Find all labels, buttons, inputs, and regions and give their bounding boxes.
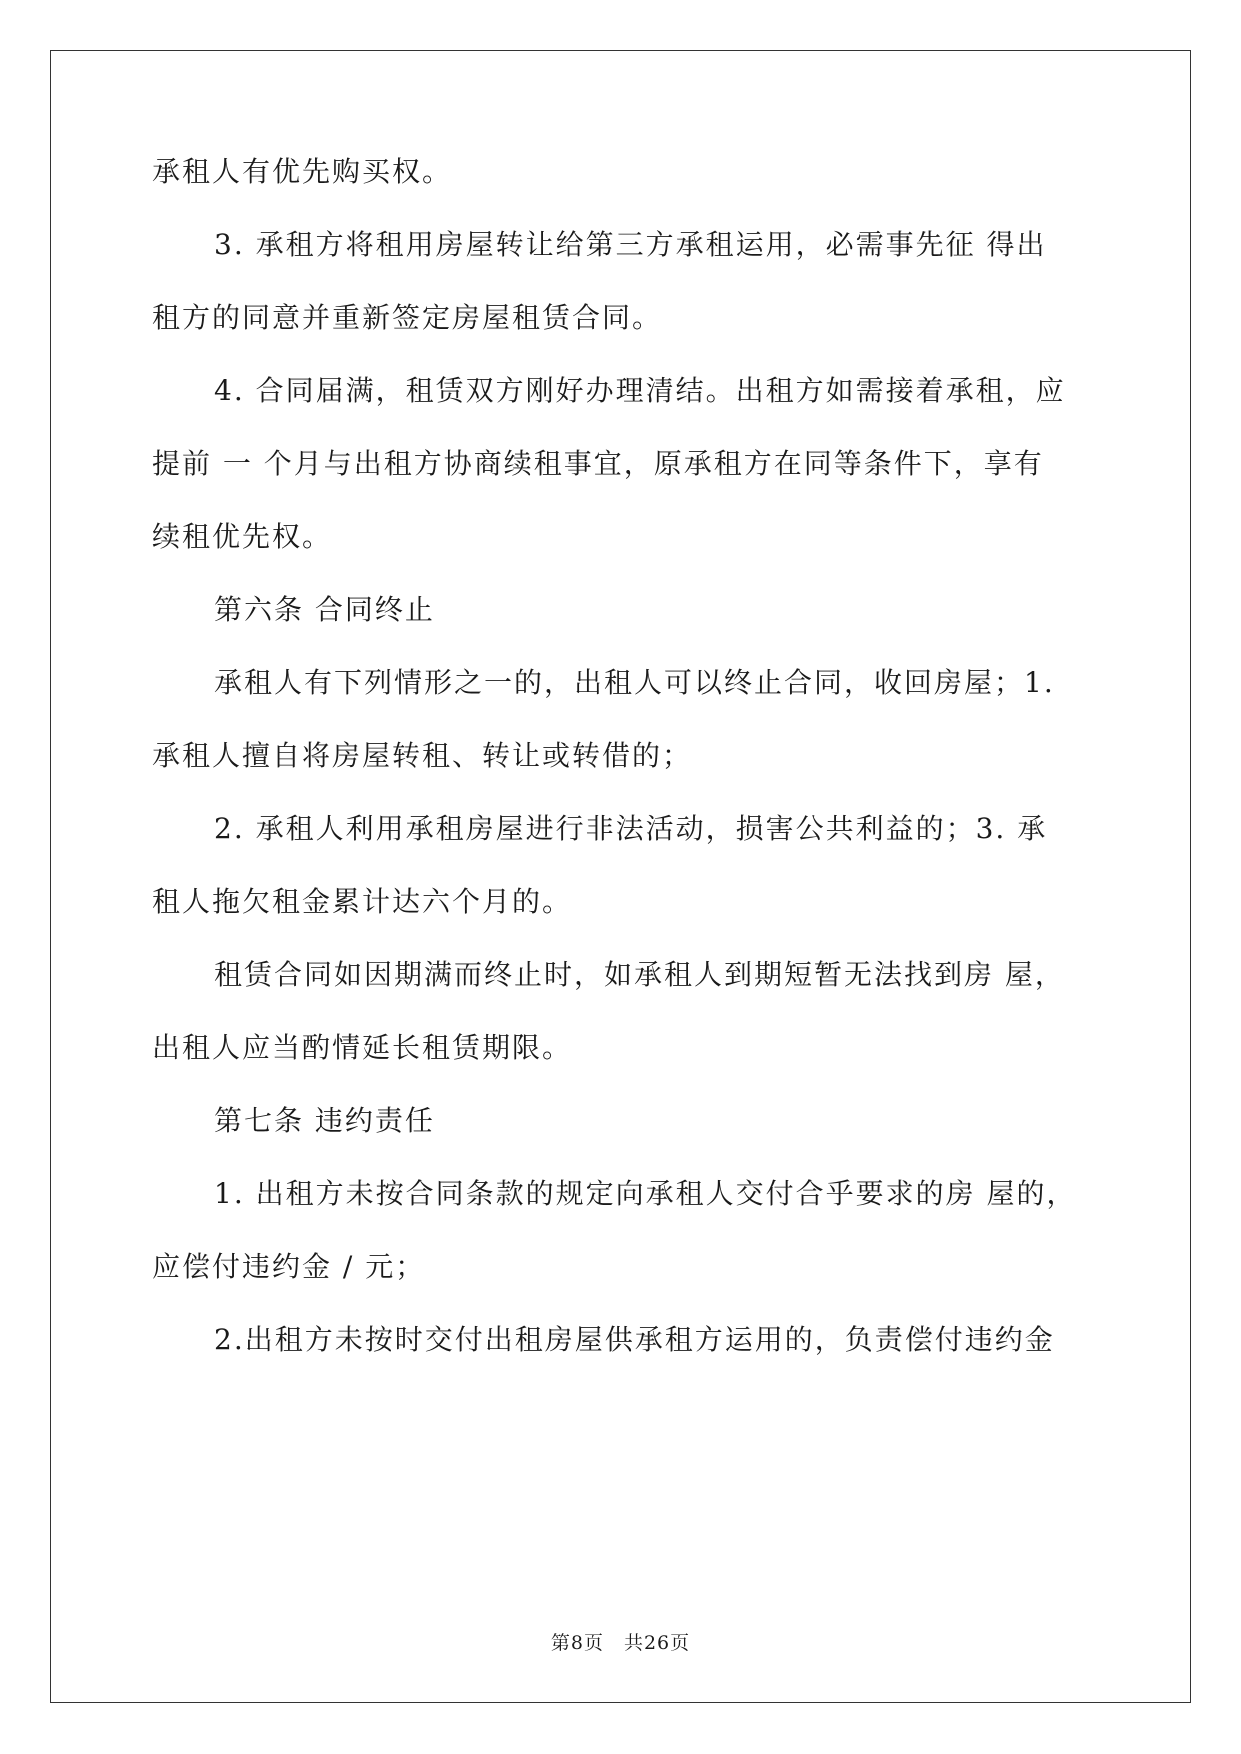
text-line: 出租人应当酌情延长租赁期限。: [152, 1031, 573, 1064]
text-line: 1. 出租方未按合同条款的规定向承租人交付合乎要求的房 屋的，: [214, 1177, 1077, 1210]
text-line: 2. 承租人利用承租房屋进行非法活动，损害公共利益的；3. 承: [214, 812, 1048, 845]
text-line: 承租人有优先购买权。: [152, 155, 453, 188]
text-line: 续租优先权。: [152, 520, 333, 553]
text-line: 4. 合同届满，租赁双方刚好办理清结。出租方如需接着承租，应: [214, 374, 1066, 407]
text-line: 应偿付违约金 / 元；: [152, 1250, 426, 1283]
page-footer: [0, 1630, 1241, 1656]
text-line: 提前 一 个月与出租方协商续租事宜，原承租方在同等条件下，享有: [152, 447, 1044, 480]
text-line: 租人拖欠租金累计达六个月的。: [152, 885, 573, 918]
text-line: 承租人擅自将房屋转租、转让或转借的；: [152, 739, 693, 772]
text-line: 租赁合同如因期满而终止时，如承租人到期短暂无法找到房 屋，: [214, 958, 1065, 991]
text-line: 承租人有下列情形之一的，出租人可以终止合同，收回房屋；1.: [214, 666, 1055, 699]
text-line: 租方的同意并重新签定房屋租赁合同。: [152, 301, 663, 334]
page-number-current: 第8页: [550, 1632, 604, 1654]
section-heading: 第六条 合同终止: [214, 593, 435, 626]
page-number-total: 共26页: [623, 1632, 691, 1654]
text-line: 3. 承租方将租用房屋转让给第三方承租运用，必需事先征 得出: [214, 228, 1047, 261]
section-heading: 第七条 违约责任: [214, 1104, 435, 1137]
text-line: 2.出租方未按时交付出租房屋供承租方运用的，负责偿付违约金: [214, 1323, 1055, 1356]
